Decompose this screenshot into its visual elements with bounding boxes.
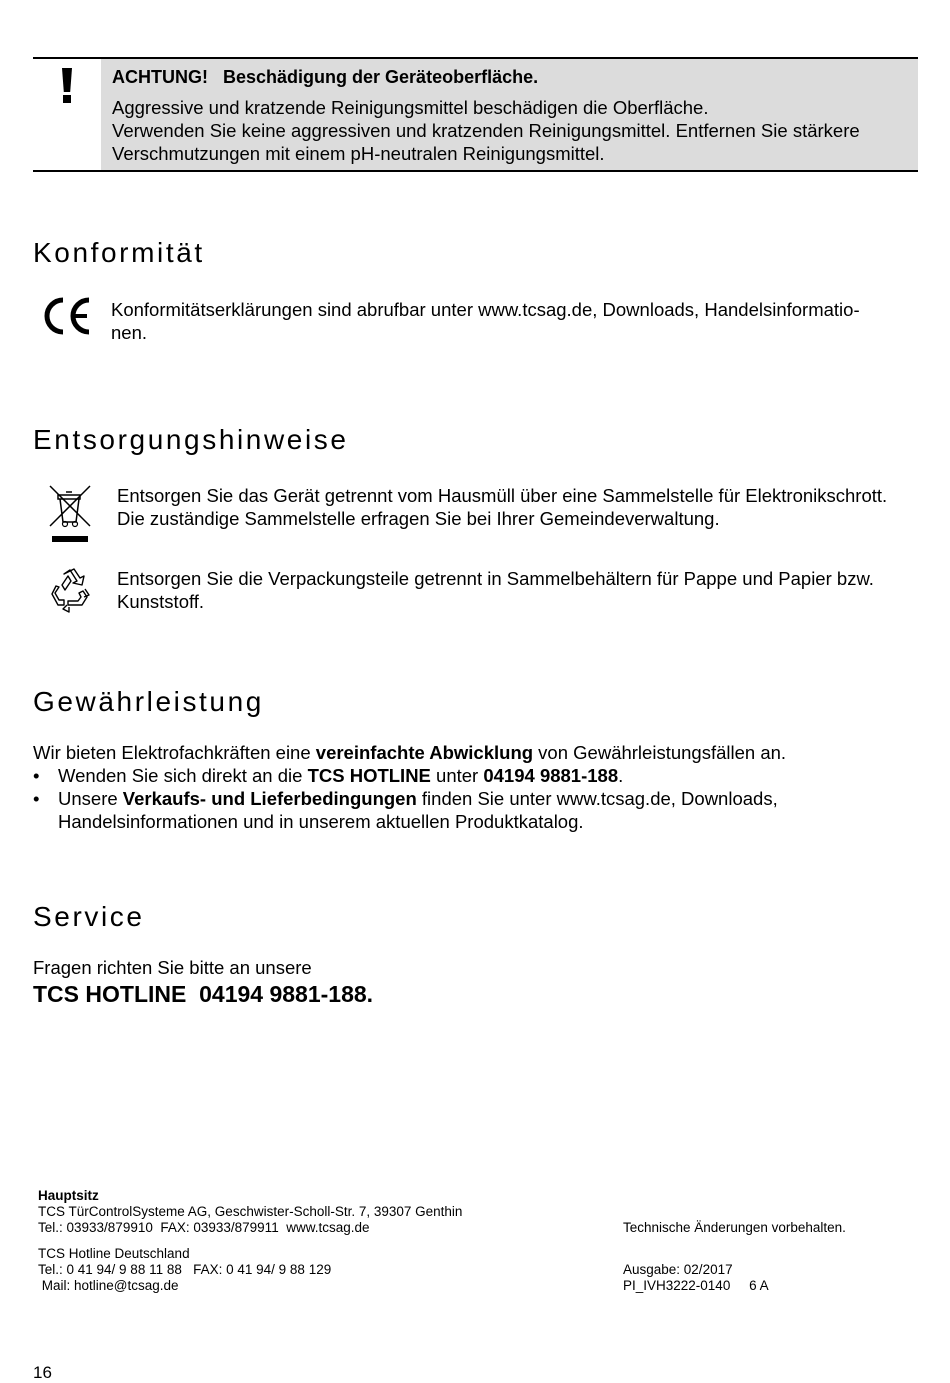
warning-panel <box>101 59 918 170</box>
list-item <box>33 764 833 787</box>
conformity-line: Konformitätserklärungen sind abrufbar unter www.tcsag.de, Downloads, Handelsinformatio- <box>111 299 860 320</box>
list-text: Wenden Sie sich direkt an die <box>58 765 308 786</box>
hotline-number: 04194 9881-188 <box>483 765 619 786</box>
warning-subject: Beschädigung der Geräteoberfläche. <box>223 67 539 87</box>
footer-changes: Technische Änderungen vorbehalten. <box>623 1220 846 1235</box>
service-hotline: TCS HOTLINE 04194 9881-188. <box>33 981 374 1007</box>
list-text: unter <box>430 765 484 786</box>
crossed-bin-icon <box>46 482 94 551</box>
disposal-heading: Entsorgungshinweise <box>33 424 349 455</box>
footer-hq-address: TCS TürControlSysteme AG, Geschwister-Scholl-Str. 7, 39307 Genthin <box>38 1204 463 1219</box>
warranty-heading: Gewährleistung <box>33 686 264 717</box>
footer-hotline <box>38 1246 598 1294</box>
bullet: • <box>33 788 40 809</box>
footer-hq-label: Hauptsitz <box>38 1188 99 1203</box>
footer-hq-contact: Tel.: 03933/879910 FAX: 03933/879911 www.tcsag.de <box>38 1220 370 1235</box>
packaging-disposal-text <box>117 567 927 613</box>
disposal-line: Kunststoff. <box>117 591 205 612</box>
warranty-intro-text: von Gewährleistungsfällen an. <box>533 742 787 763</box>
service-heading: Service <box>33 901 145 932</box>
warranty-intro-bold: vereinfachte Abwicklung <box>315 742 534 763</box>
list-text: finden Sie unter www.tcsag.de, Downloads, <box>416 788 778 809</box>
warning-text <box>112 96 907 165</box>
disposal-line: Entsorgen Sie das Gerät getrennt vom Hausmüll über eine Sammelstelle für Elektronikschrott. <box>117 485 888 506</box>
footer-doc-id: PI_IVH3222-0140 6 A <box>623 1278 769 1293</box>
warning-line: Verwenden Sie keine aggressiven und kratzenden Reinigungsmittel. Entfernen Sie stärkere <box>112 120 860 141</box>
warning-prefix: ACHTUNG! <box>112 67 208 87</box>
footer-edition: Ausgabe: 02/2017 <box>623 1262 733 1277</box>
warning-line: Aggressive und kratzende Reinigungsmittel beschädigen die Oberfläche. <box>112 97 709 118</box>
bullet: • <box>33 765 40 786</box>
terms-label: Verkaufs- und Lieferbedingungen <box>122 788 417 809</box>
conformity-line: nen. <box>111 322 148 343</box>
disposal-line: Entsorgen Sie die Verpackungsteile getrennt in Sammelbehältern für Pappe und Papier bzw. <box>117 568 874 589</box>
list-text: Handelsinformationen und in unserem aktuellen Produktkatalog. <box>58 811 584 832</box>
disposal-line: Die zuständige Sammelstelle erfragen Sie bei Ihrer Gemeindeverwaltung. <box>117 508 720 529</box>
ce-mark-icon <box>41 296 95 341</box>
list-text: . <box>618 765 624 786</box>
list-text: Unsere <box>58 788 123 809</box>
footer-headquarters <box>38 1188 598 1236</box>
recycling-icon <box>47 567 93 618</box>
footer-edition-block <box>623 1262 769 1294</box>
warranty-list <box>33 764 833 833</box>
service-text: Fragen richten Sie bitte an unsere <box>33 957 312 978</box>
warning-title <box>112 66 538 88</box>
page-number: 16 <box>33 1363 52 1382</box>
warranty-intro-text: Wir bieten Elektrofachkräften eine <box>33 742 316 763</box>
warning-line: Verschmutzungen mit einem pH-neutralen Reinigungsmittel. <box>112 143 605 164</box>
conformity-heading: Konformität <box>33 237 205 268</box>
exclamation-icon <box>33 59 101 170</box>
conformity-text <box>111 298 911 344</box>
hotline-label: TCS HOTLINE <box>307 765 431 786</box>
device-disposal-text <box>117 484 927 530</box>
footer-hotline-label: TCS Hotline Deutschland <box>38 1246 190 1261</box>
warranty-intro <box>33 741 913 764</box>
warning-box <box>33 57 918 172</box>
list-item <box>33 787 833 833</box>
footer-hotline-contact: Tel.: 0 41 94/ 9 88 11 88 FAX: 0 41 94/ 9 88 129 <box>38 1262 332 1277</box>
footer-hotline-mail: Mail: hotline@tcsag.de <box>38 1278 179 1293</box>
